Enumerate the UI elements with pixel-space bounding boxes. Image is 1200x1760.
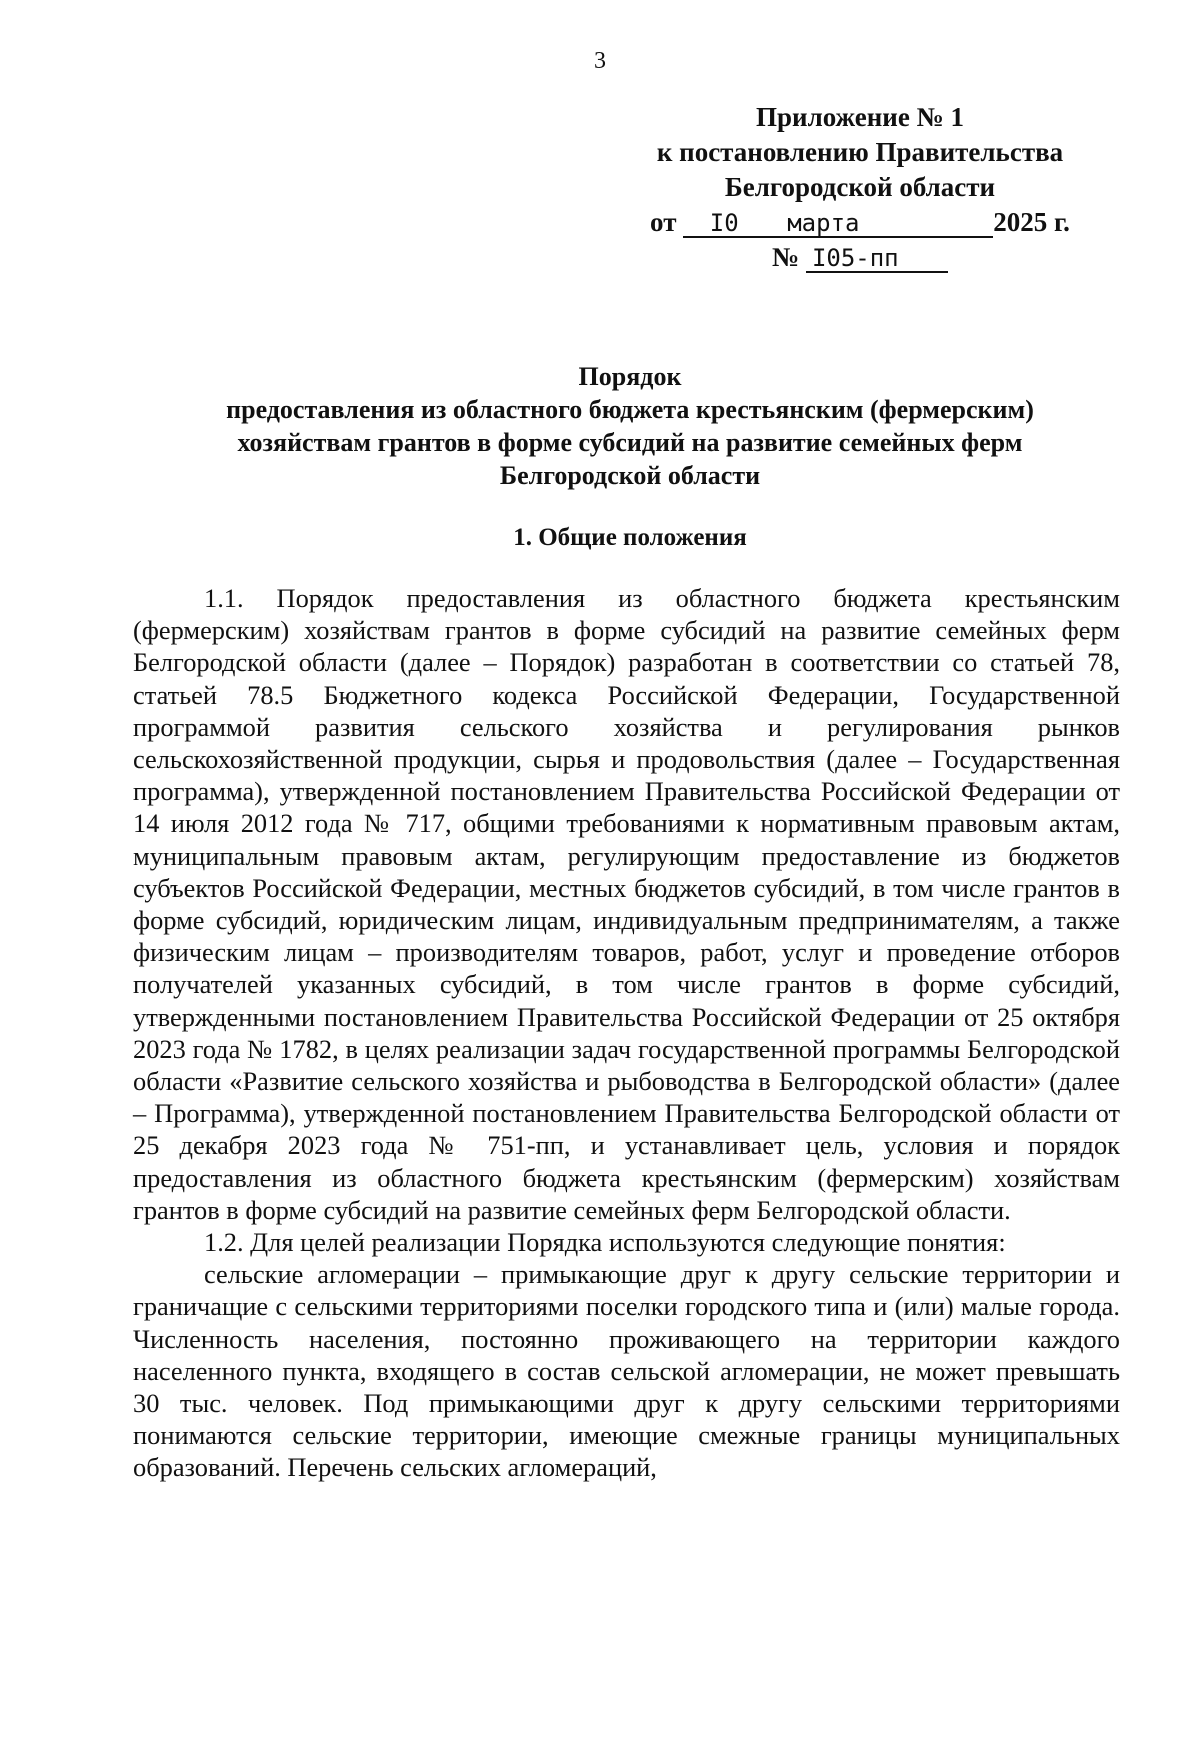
document-body [133, 582, 1120, 1484]
title-line-1: Порядок [578, 362, 682, 391]
date-prefix: от [650, 207, 677, 237]
document-title [140, 360, 1120, 492]
appendix-title: Приложение № 1 [756, 102, 964, 132]
paragraph-1-1: 1.1. Порядок предоставления из областного бюджета крестьянским (фермерским) хозяйствам грантов в форме субсидий на развитие семейных ферм Белгородской области (далее – Порядок) разработан в соответствии со статьей 78, статьей 78.5 Бюджетного кодекса Российской Федерации, Государственной программой развития сельского хозяйства и регулирования рынков сельскохозяйственной продукции, сырья и продовольствия (далее – Государственная программа), утвержденной постановлением Правительства Российской Федерации от 14 июля 2012 года № 717, общими требованиями к нормативным правовым актам, муниципальным правовым актам, регулирующим предоставление из бюджетов субъектов Российской Федерации, местных бюджетов субсидий, в том числе грантов в форме субсидий, юридическим лицам, индивидуальным предпринимателям, а также физическим лицам – производителям товаров, работ, услуг и проведение отборов получателей указанных субсидий, в том числе грантов в форме субсидий, утвержденными постановлением Правительства Российской Федерации от 25 октября 2023 года № 1782, в целях реализации задач государственной программы Белгородской области «Развитие сельского хозяйства и рыбоводства в Белгородской области» (далее – Программа), утвержденной постановлением Правительства Белгородской области от 25 декабря 2023 года № 751-пп, и устанавливает цель, условия и порядок предоставления из областного бюджета крестьянским (фермерским) хозяйствам грантов в форме субсидий на развитие семейных ферм Белгородской области. [133, 583, 1120, 1225]
appendix-date-line [600, 205, 1120, 240]
title-line-2: предоставления из областного бюджета крестьянским (фермерским) [226, 395, 1034, 424]
date-year: 2025 г. [993, 207, 1070, 237]
paragraph-definition: сельские агломерации – примыкающие друг к другу сельские территории и граничащие с сельскими территориями поселки городского типа и (или) малые города. Численность населения, постоянно проживающего на территории каждого населенного пункта, входящего в состав сельской агломерации, не может превышать 30 тыс. человек. Под примыкающими друг к другу сельскими территориями понимаются сельские территории, имеющие смежные границы муниципальных образований. Перечень сельских агломераций, [133, 1259, 1120, 1483]
title-line-4: Белгородской области [499, 461, 761, 490]
appendix-number-line [600, 240, 1120, 275]
appendix-line-resolution: к постановлению Правительства [656, 137, 1064, 167]
number-prefix: № [772, 242, 800, 272]
section-heading: 1. Общие положения [513, 524, 747, 551]
appendix-header [600, 100, 1120, 275]
appendix-line-region: Белгородской области [724, 172, 996, 202]
number-field: I05-пп [806, 245, 948, 273]
date-day-field: I0 [683, 210, 765, 238]
title-line-3: хозяйствам грантов в форме субсидий на развитие семейных ферм [237, 428, 1023, 457]
date-month-field: марта [765, 210, 993, 238]
paragraph-1-2: 1.2. Для целей реализации Порядка используются следующие понятия: [204, 1227, 1006, 1258]
page-number: 3 [594, 48, 606, 74]
